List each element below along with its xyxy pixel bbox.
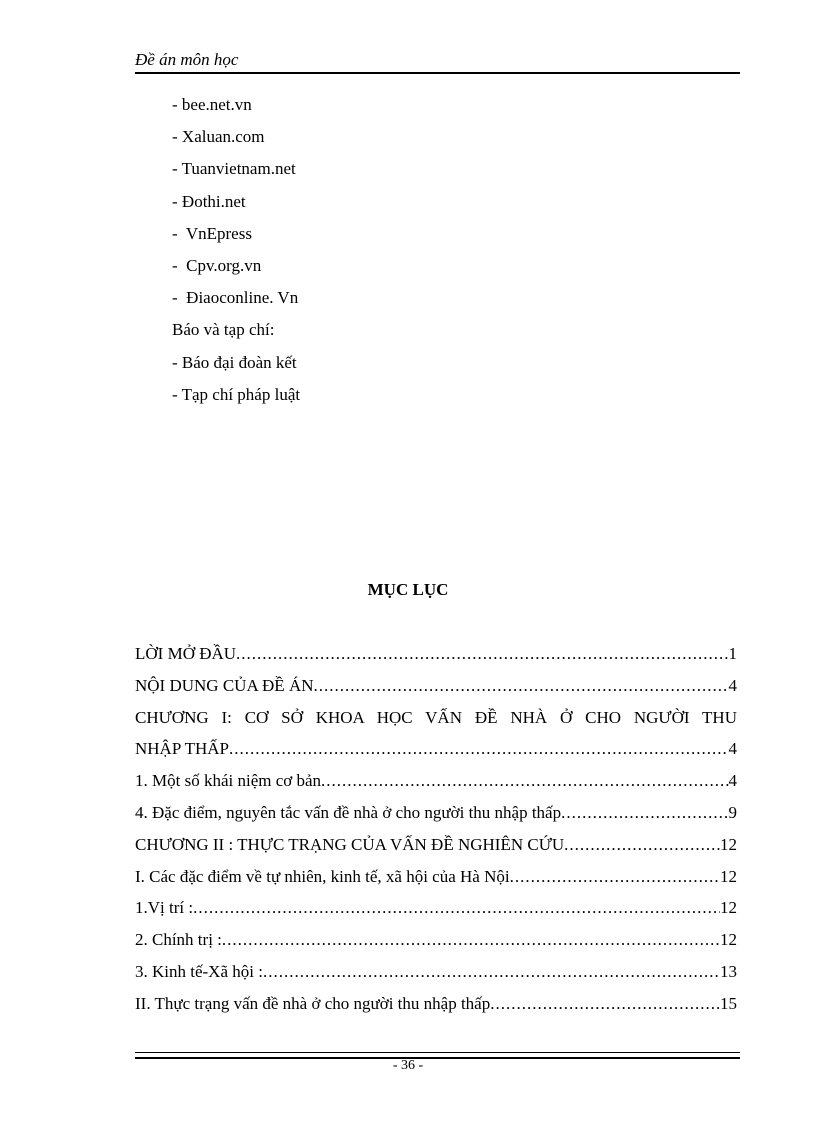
reference-item: - Báo đại đoàn kết: [172, 352, 297, 372]
page-number: - 36 -: [392, 1058, 424, 1073]
reference-subheading: Báo và tạp chí:: [172, 320, 275, 340]
toc-entry-text: NHẬP THẤP: [135, 739, 229, 759]
toc-entry-text: 1.Vị trí :: [135, 898, 194, 918]
toc-leader: [321, 770, 728, 792]
toc-leader: [229, 738, 729, 760]
toc-entry-page: 12: [720, 930, 737, 950]
reference-list: [172, 95, 672, 417]
toc-leader: [561, 802, 728, 824]
toc-entry[interactable]: [135, 834, 737, 866]
toc-leader: [510, 866, 720, 888]
toc-title: MỤC LỤC: [367, 580, 449, 599]
reference-item: - Tạp chí pháp luật: [172, 384, 301, 404]
toc-entry[interactable]: [135, 866, 737, 898]
toc-entry-text: CHƯƠNG I: CƠ SỞ KHOA HỌC VẤN ĐỀ NHÀ Ở CHO NGƯỜI THU: [135, 707, 737, 727]
toc-entry-text: I. Các đặc điểm về tự nhiên, kinh tế, xã hội của Hà Nội: [135, 866, 510, 886]
reference-item: - Điaoconline. Vn: [172, 288, 299, 308]
toc-entry-page: 13: [720, 961, 737, 981]
toc-entry-page: 1: [728, 644, 737, 663]
toc-entry-text: LỜI MỞ ĐẦU: [135, 644, 237, 663]
toc-leader: [314, 675, 729, 697]
toc-leader: [263, 961, 720, 983]
toc-entry-text: 4. Đặc điểm, nguyên tắc vấn đề nhà ở cho người thu nhập thấp: [135, 802, 562, 822]
toc-entry-text: 2. Chính trị :: [135, 930, 222, 950]
toc-entry[interactable]: [135, 993, 737, 1025]
toc-leader: [564, 834, 720, 856]
toc-leader: [222, 929, 720, 951]
toc-entry[interactable]: [135, 897, 737, 929]
reference-item: - VnEpress: [172, 223, 252, 243]
toc-leader: [490, 993, 720, 1015]
toc-entry-text: NỘI DUNG CỦA ĐỀ ÁN: [135, 675, 314, 695]
reference-item: - Xaluan.com: [172, 127, 265, 147]
header-title: Đề án môn học: [135, 50, 239, 69]
page-header: [135, 50, 740, 74]
reference-item: - Tuanvietnam.net: [172, 159, 296, 179]
toc-entry-text: 1. Một số khái niệm cơ bản: [135, 771, 322, 791]
reference-item: - Đothi.net: [172, 191, 246, 211]
toc-entry[interactable]: [135, 738, 737, 770]
toc-entry-page: 12: [720, 834, 737, 854]
toc-leader: [236, 643, 728, 665]
toc-entry-text: 3. Kinh tế-Xã hội :: [135, 961, 263, 981]
toc-entry-page: 12: [720, 898, 737, 918]
reference-item: - Cpv.org.vn: [172, 255, 262, 275]
toc-leader: [193, 897, 720, 919]
table-of-contents: [135, 643, 737, 1025]
toc-entry[interactable]: [135, 675, 737, 707]
toc-entry[interactable]: [135, 929, 737, 961]
toc-entry-text: II. Thực trạng vấn đề nhà ở cho người thu nhập thấp: [135, 993, 491, 1013]
toc-entry-page: 15: [720, 993, 737, 1013]
toc-entry[interactable]: [135, 802, 737, 834]
toc-entry[interactable]: [135, 770, 737, 802]
toc-entry-text: CHƯƠNG II : THỰC TRẠNG CỦA VẤN ĐỀ NGHIÊN CỨU: [135, 834, 565, 854]
reference-item: - bee.net.vn: [172, 95, 252, 114]
toc-entry[interactable]: [135, 643, 737, 675]
toc-entry-page: 4: [728, 675, 737, 695]
toc-entry-page: 12: [720, 866, 737, 886]
toc-entry-page: 4: [728, 739, 737, 759]
toc-entry[interactable]: [135, 961, 737, 993]
toc-entry[interactable]: [135, 707, 737, 739]
toc-entry-page: 4: [728, 771, 737, 791]
toc-entry-page: 9: [728, 802, 737, 822]
